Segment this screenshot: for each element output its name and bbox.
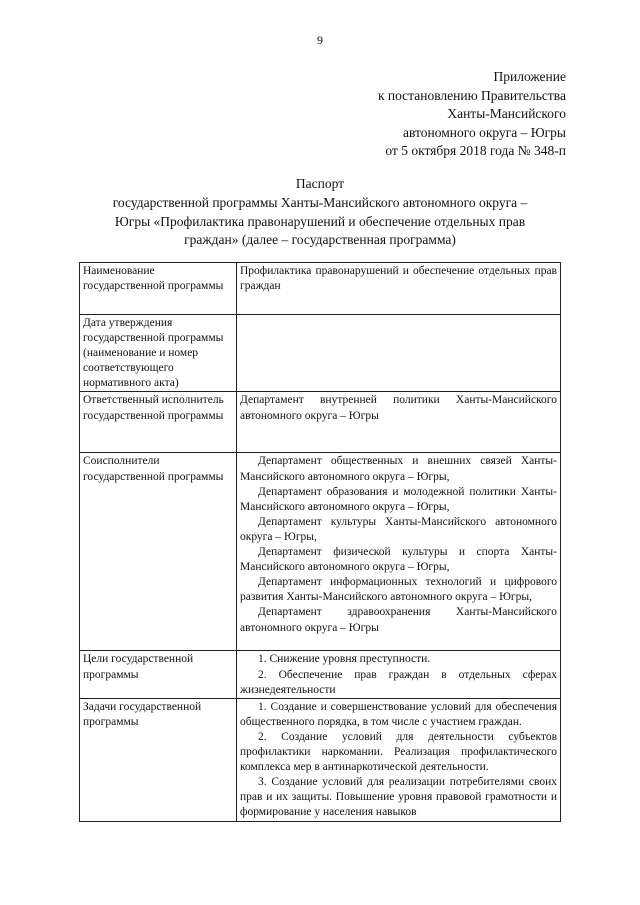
row-value xyxy=(237,392,561,453)
value-paragraph: 2. Обеспечение прав граждан в отдельных сферах жизнедеятельности xyxy=(240,668,557,696)
title-line: Югры «Профилактика правонарушений и обеспечение отдельных прав xyxy=(114,213,526,229)
value-paragraph: Департамент внутренней политики Ханты-Мансийского автономного округа – Югры xyxy=(240,394,557,422)
value-paragraph: Департамент культуры Ханты-Мансийского автономного округа – Югры, xyxy=(240,515,557,543)
appendix-line: от 5 октября 2018 года № 348-п xyxy=(385,143,566,159)
title-line: граждан» (далее – государственная программа) xyxy=(184,232,456,248)
appendix-line: Ханты-Мансийского xyxy=(447,106,566,122)
title-line: государственной программы Ханты-Мансийского автономного округа – xyxy=(112,194,528,210)
title-line: Паспорт xyxy=(295,176,345,191)
appendix-block xyxy=(378,68,566,161)
passport-title xyxy=(60,175,580,250)
row-label: Соисполнители государственной программы xyxy=(80,453,237,651)
appendix-line: автономного округа – Югры xyxy=(403,124,566,140)
page-number: 9 xyxy=(317,33,323,47)
row-value xyxy=(237,698,561,821)
row-label: Наименование государственной программы xyxy=(80,263,237,315)
row-value xyxy=(237,263,561,315)
row-label: Ответственный исполнитель государственной программы xyxy=(80,392,237,453)
value-paragraph: 3. Создание условий для реализации потребителями своих прав и их защиты. Повышение уровня правовой грамотности и формирование у населения навыков xyxy=(240,776,557,819)
appendix-line: к постановлению Правительства xyxy=(377,87,566,103)
table-row xyxy=(80,263,561,315)
table-row xyxy=(80,315,561,392)
row-label: Задачи государственной программы xyxy=(80,698,237,821)
table-row xyxy=(80,453,561,651)
value-paragraph: Департамент здравоохранения Ханты-Мансийского автономного округа – Югры xyxy=(240,606,557,634)
value-paragraph: 2. Создание условий для деятельности субъектов профилактики наркомании. Реализация профилактического комплекса мер в антинаркотической деятельности. xyxy=(240,730,557,774)
value-paragraph: Департамент физической культуры и спорта Ханты-Мансийского автономного округа – Югры, xyxy=(240,546,557,574)
appendix-line: Приложение xyxy=(493,69,566,84)
value-paragraph: Департамент общественных и внешних связей Ханты-Мансийского автономного округа – Югры, xyxy=(240,455,557,483)
row-value xyxy=(237,453,561,651)
row-value xyxy=(237,315,561,392)
table-row xyxy=(80,698,561,821)
value-paragraph: 1. Создание и совершенствование условий для обеспечения общественного порядка, в том числе с участием граждан. xyxy=(240,700,557,728)
table-row xyxy=(80,392,561,453)
row-label: Цели государственной программы xyxy=(80,651,237,698)
row-value xyxy=(237,651,561,698)
passport-table-body xyxy=(80,263,561,822)
value-paragraph: Департамент образования и молодежной политики Ханты-Мансийского автономного округа – Югры, xyxy=(240,485,557,513)
value-paragraph: Профилактика правонарушений и обеспечение отдельных прав граждан xyxy=(240,265,557,293)
table-row xyxy=(80,651,561,698)
value-paragraph: 1. Снижение уровня преступности. xyxy=(258,653,431,666)
value-paragraph: Департамент информационных технологий и цифрового развития Ханты-Мансийского автономного округа – Югры, xyxy=(240,576,557,604)
row-label: Дата утверждения государственной программы (наименование и номер соответствующего нормативного акта) xyxy=(80,315,237,392)
passport-table xyxy=(79,262,561,822)
